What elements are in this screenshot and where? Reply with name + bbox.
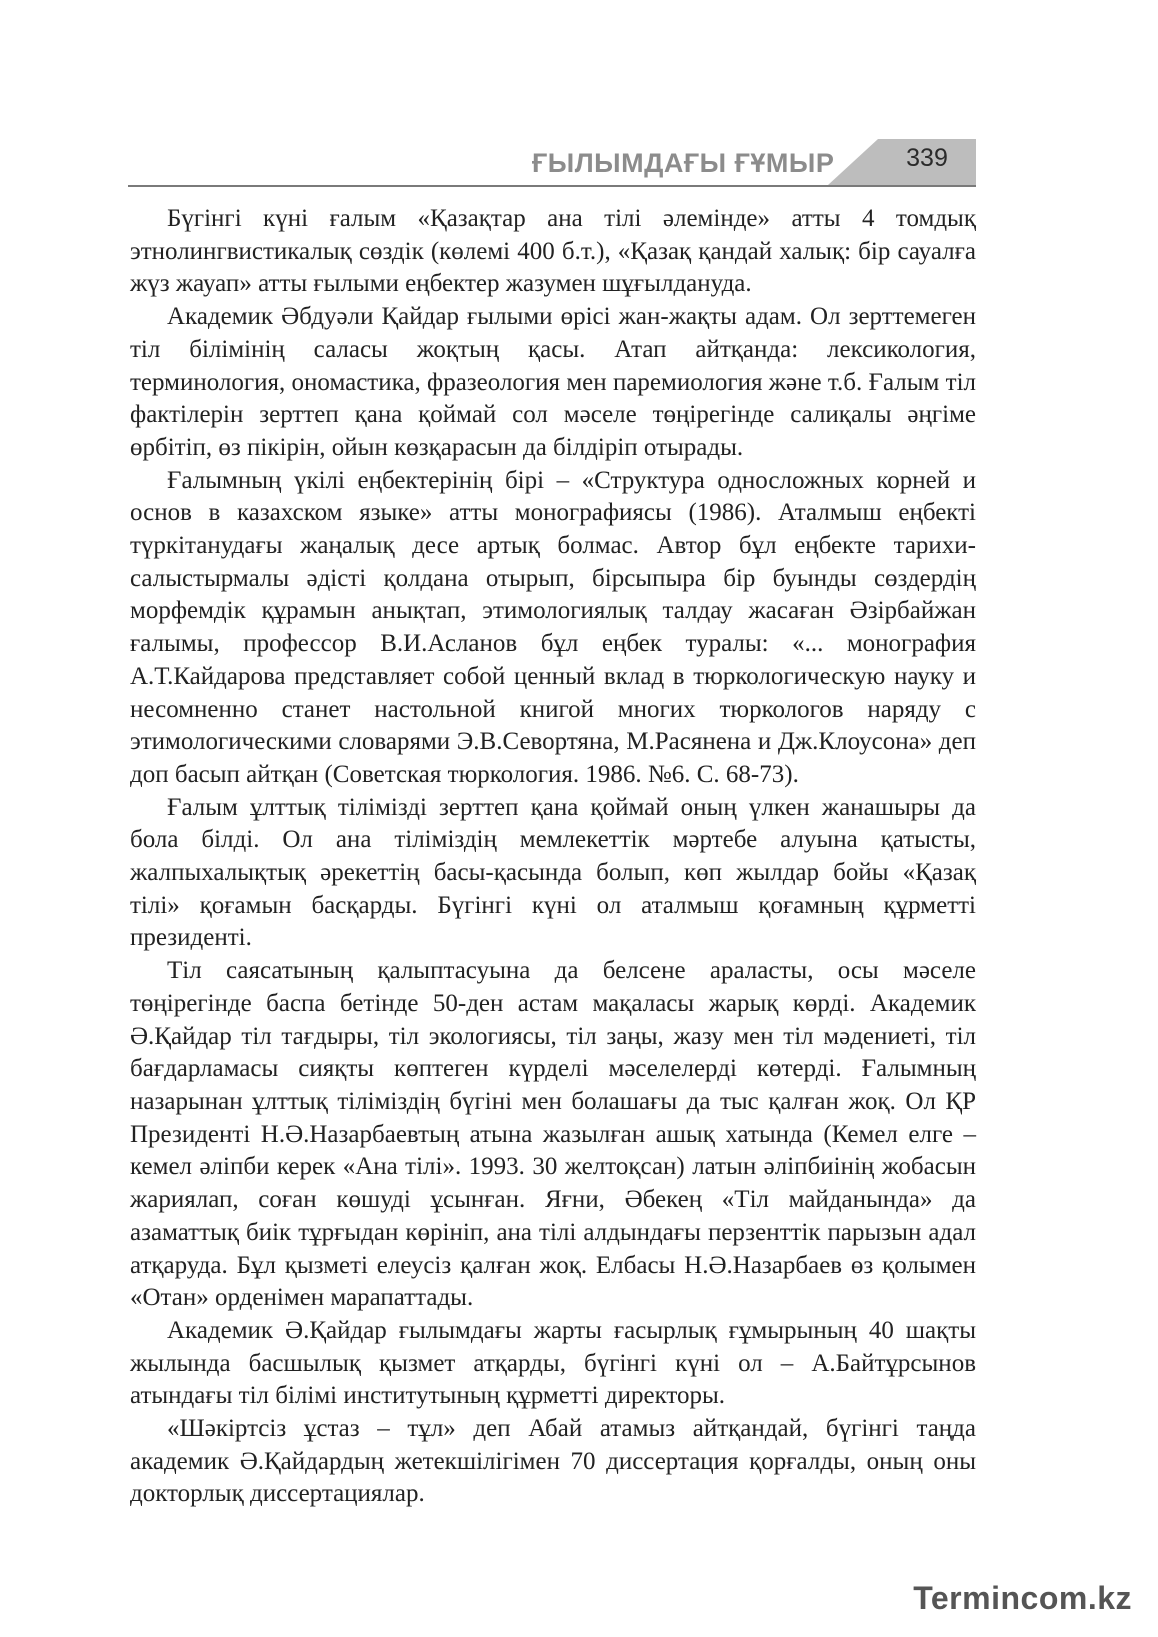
paragraph: «Шәкіртсіз ұстаз – тұл» деп Абай атамыз айтқандай, бүгінгі таңда академик Ә.Қайдардың жетекшілігімен 70 диссертация қорғалды, оның оны докторлық диссертациялар.: [130, 1415, 976, 1508]
paragraph: Ғалымның үкілі еңбектерінің бірі – «Структура односложных корней и основ в казахском языке» атты монографиясы (1986). Аталмыш еңбекті түркітанудағы жаңалық десе артық болмас. Автор бұл еңбекте тарихи-салыстырмалы әдісті қолдана отырып, бірсыпыра бір буынды сөздердің морфемдік құрамын анықтап, этимологиялық талдау жасаған Әзірбайжан ғалымы, профессор В.И.Асланов бұл еңбек туралы: «... монография А.Т.Кайдарова представляет собой ценный вклад в тюркологическую науку и несомненно станет настольной книгой многих тюркологов наряду с этимологическими словарями Э.В.Севортяна, М.Расянена и Дж.Клоусона» деп доп басып айтқан (Советская тюркология. 1986. №6. С. 68-73).: [130, 466, 976, 788]
header-tab-wedge: [828, 139, 878, 185]
paragraph: Академик Ә.Қайдар ғылымдағы жарты ғасырлық ғұмырының 40 шақты жылында басшылық қызмет атқарды, бүгінгі күні ол – А.Байтұрсынов атындағы тіл білімі институтының құрметті директоры.: [130, 1316, 976, 1410]
paragraph: Тіл саясатының қалыптасуына да белсене араласты, осы мәселе төңірегінде баспа бетінде 50-ден астам мақаласы жарық көрді. Академик Ә.Қайдар тіл тағдыры, тіл экологиясы, тіл заңы, жазу мен тіл мәдениеті, тіл бағдарламасы сияқты көптеген күрделі мәселелерді көтерді. Ғалымның назарынан ұлттық тіліміздің бүгіні мен болашағы да тыс қалған жоқ. Ол ҚР Президенті Н.Ә.Назарбаевтың атына жазылған ашық хатында (Кемел елге – кемел әліпби керек «Ана тілі». 1993. 30 желтоқсан) латын әліпбиінің жобасын жариялап, соған көшуді ұсынған. Яғни, Әбекең «Тіл майданында» да азаматтық биік тұрғыдан көрініп, ана тілі алдындағы перзенттік парызын адал атқаруда. Бұл қызметі елеусіз қалған жоқ. Елбасы Н.Ә.Назарбаев өз қолымен «Отан» орденімен марапаттады.: [130, 957, 976, 1312]
body-text: [130, 203, 976, 1511]
section-title: ҒЫЛЫМДАҒЫ ҒҰМЫР: [532, 148, 835, 178]
paragraph: Бүгінгі күні ғалым «Қазақтар ана тілі әлемінде» атты 4 томдық этнолингвистикалық сөздік (көлемі 400 б.т.), «Қазақ қандай халық: бір сауалға жүз жауап» атты ғылыми еңбектер жазумен шұғылдануда.: [130, 205, 976, 298]
watermark-logo: Termincom.kz: [913, 1580, 1132, 1616]
paragraph: Академик Әбдуәли Қайдар ғылыми өрісі жан-жақты адам. Ол зерттемеген тіл білімінің саласы жоқтың қасы. Атап айтқанда: лексикология, терминология, ономастика, фразеология мен паремиология және т.б. Ғалым тіл фактілерін зерттеп қана қоймай сол мәселе төңірегінде салиқалы әңгіме өрбітіп, өз пікірін, ойын көзқарасын да білдіріп отырады.: [130, 303, 976, 461]
header-rule: [128, 185, 976, 187]
paragraph: Ғалым ұлттық тілімізді зерттеп қана қоймай оның үлкен жанашыры да бола білді. Ол ана тіліміздің мемлекеттік мәртебе алуына қатысты, жалпыхалықтық әрекеттің басы-қасында болып, көп жылдар бойы «Қазақ тілі» қоғамын басқарды. Бүгінгі күні ол аталмыш қоғамның құрметті президенті.: [130, 793, 976, 952]
page-number: 339: [906, 144, 948, 172]
